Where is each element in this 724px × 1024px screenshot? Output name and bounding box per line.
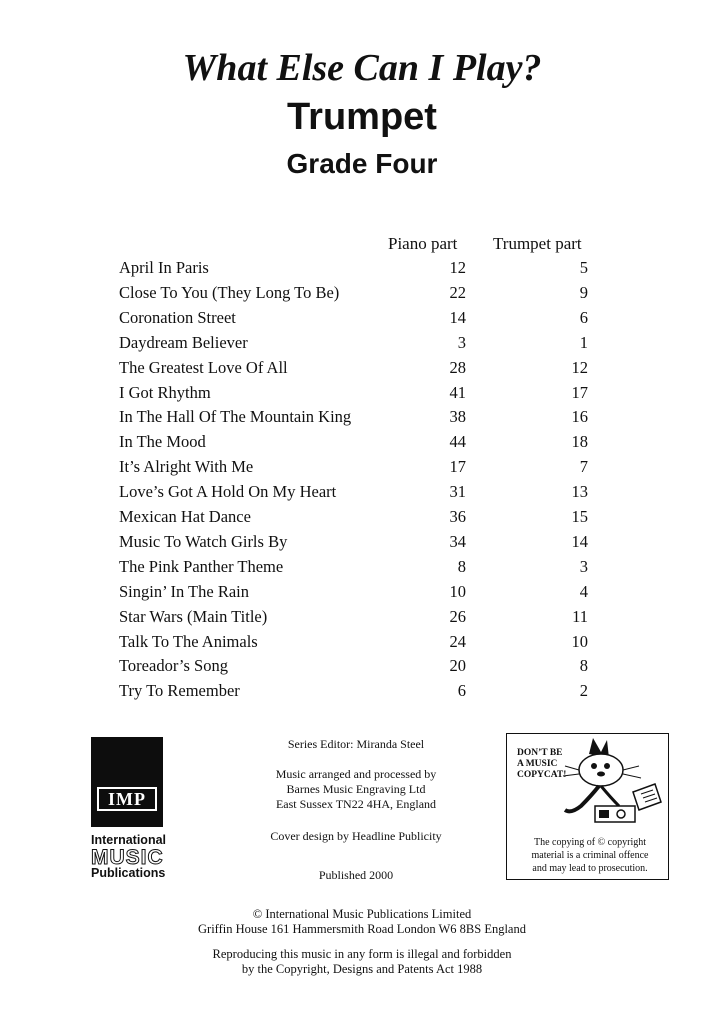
trumpet-page-number: 17	[571, 382, 588, 402]
copycat-heading	[517, 748, 566, 781]
piano-page-number: 36	[449, 507, 466, 526]
piano-page-number: 6	[457, 681, 466, 701]
copycat-heading-line1: DON’T BE	[517, 748, 563, 758]
trumpet-page-number: 4	[579, 581, 588, 601]
table-row	[0, 557, 724, 581]
table-row	[0, 333, 724, 357]
copycat-warning-line2: material is a criminal offence	[531, 850, 649, 861]
imp-logo-block	[91, 737, 163, 827]
publisher-name-line2: MUSIC	[91, 846, 164, 869]
song-title: Music To Watch Girls By	[119, 531, 288, 551]
trumpet-page-number: 14	[571, 531, 588, 551]
trumpet-page-number: 12	[571, 357, 588, 377]
song-title: Coronation Street	[119, 307, 236, 327]
song-title: I Got Rhythm	[119, 382, 211, 402]
piano-page-number: 20	[449, 656, 466, 676]
table-row	[0, 432, 724, 456]
table-row	[0, 607, 724, 631]
table-row	[0, 283, 724, 307]
piano-page-number: 8	[457, 556, 466, 576]
table-row	[0, 656, 724, 680]
song-title: Daydream Believer	[119, 332, 248, 352]
song-title: Singin’ In The Rain	[119, 581, 250, 601]
trumpet-page-number: 18	[571, 432, 588, 452]
series-editor: Series Editor: Miranda Steel	[287, 737, 425, 751]
published-year: Published 2000	[318, 868, 394, 882]
table-row	[0, 407, 724, 431]
piano-page-number: 44	[449, 432, 466, 452]
publisher-name-line3: Publications	[91, 866, 166, 880]
trumpet-page-number: 3	[579, 556, 588, 576]
song-title: Love’s Got A Hold On My Heart	[119, 482, 337, 502]
copycat-heading-line2: A MUSIC	[517, 759, 558, 769]
copycat-heading-line3: COPYCAT!	[517, 770, 567, 780]
piano-page-number: 14	[449, 307, 466, 327]
copycat-notice	[506, 733, 669, 880]
trumpet-page-number: 2	[579, 681, 588, 701]
table-row	[0, 681, 724, 705]
arranged-line2: Barnes Music Engraving Ltd	[286, 782, 426, 796]
table-row	[0, 632, 724, 656]
piano-page-number: 3	[457, 332, 466, 352]
arranged-line3: East Sussex TN22 4HA, England	[275, 797, 437, 811]
piano-page-number: 34	[449, 531, 466, 551]
piano-page-number: 26	[449, 606, 466, 626]
table-row	[0, 532, 724, 556]
table-row	[0, 358, 724, 382]
piano-page-number: 28	[449, 357, 466, 377]
piano-page-number: 41	[449, 382, 466, 402]
instrument-title: Trumpet	[287, 96, 437, 138]
cat-illustration-icon	[561, 736, 665, 832]
piano-page-number: 10	[449, 581, 466, 601]
trumpet-page-number: 15	[571, 507, 588, 526]
song-title: Close To You (They Long To Be)	[119, 282, 340, 302]
copycat-warning	[515, 836, 665, 875]
address-line: Griffin House 161 Hammersmith Road London W6 8BS England	[198, 922, 526, 936]
trumpet-page-number: 8	[579, 656, 588, 676]
song-title: Toreador’s Song	[119, 656, 228, 676]
piano-part-header: Piano part	[388, 234, 458, 253]
table-row	[0, 507, 724, 531]
song-title: Talk To The Animals	[119, 631, 258, 651]
table-row	[0, 258, 724, 282]
cover-design: Cover design by Headline Publicity	[270, 829, 442, 843]
book-title: What Else Can I Play?	[182, 47, 542, 89]
trumpet-page-number: 7	[579, 457, 588, 477]
table-row	[0, 457, 724, 481]
piano-page-number: 17	[449, 457, 466, 477]
song-title: The Pink Panther Theme	[119, 556, 284, 576]
trumpet-page-number: 9	[579, 282, 588, 302]
trumpet-page-number: 6	[579, 307, 588, 327]
song-title: April In Paris	[119, 258, 209, 277]
song-title: Star Wars (Main Title)	[119, 606, 268, 626]
copycat-warning-line3: and may lead to prosecution.	[532, 863, 648, 874]
song-title: In The Hall Of The Mountain King	[119, 407, 352, 427]
table-row	[0, 482, 724, 506]
trumpet-page-number: 13	[571, 482, 588, 502]
table-row	[0, 582, 724, 606]
song-title: In The Mood	[119, 432, 206, 452]
trumpet-page-number: 5	[579, 258, 588, 277]
song-title: The Greatest Love Of All	[119, 357, 288, 377]
trumpet-page-number: 10	[571, 631, 588, 651]
trumpet-page-number: 1	[579, 332, 588, 352]
legal-line1: Reproducing this music in any form is illegal and forbidden	[212, 947, 512, 961]
song-title: Try To Remember	[119, 681, 240, 701]
copycat-warning-line1: The copying of © copyright	[533, 837, 647, 848]
trumpet-page-number: 16	[571, 407, 588, 427]
legal-line2: by the Copyright, Designs and Patents Act 1988	[241, 962, 483, 976]
imp-logo: IMP	[97, 787, 157, 811]
piano-page-number: 22	[449, 282, 466, 302]
publisher-name-line1: International	[91, 833, 167, 847]
trumpet-page-number: 11	[572, 606, 588, 626]
table-row	[0, 383, 724, 407]
piano-page-number: 12	[449, 258, 466, 277]
piano-page-number: 31	[449, 482, 466, 502]
grade-title: Grade Four	[286, 148, 438, 179]
trumpet-part-header: Trumpet part	[493, 234, 582, 253]
song-title: It’s Alright With Me	[119, 457, 254, 477]
table-row	[0, 308, 724, 332]
song-title: Mexican Hat Dance	[119, 507, 251, 526]
copyright-line: © International Music Publications Limited	[252, 907, 472, 921]
piano-page-number: 24	[449, 631, 466, 651]
arranged-line1: Music arranged and processed by	[275, 767, 437, 781]
piano-page-number: 38	[449, 407, 466, 427]
